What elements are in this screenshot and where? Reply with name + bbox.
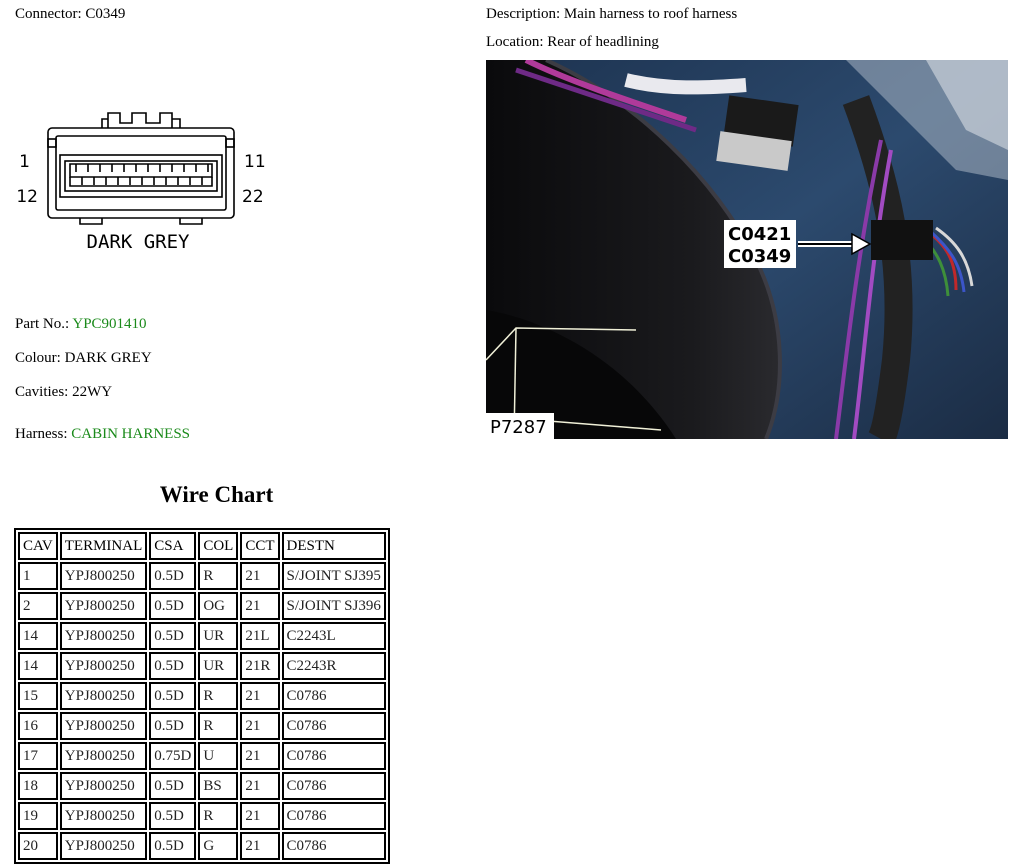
cell-terminal: YPJ800250 (60, 622, 148, 650)
cell-terminal: YPJ800250 (60, 832, 148, 860)
cell-cct: 21 (240, 802, 279, 830)
cell-terminal: YPJ800250 (60, 592, 148, 620)
cell-destn: C0786 (282, 712, 386, 740)
cell-csa: 0.5D (149, 652, 196, 680)
part-number-line (15, 316, 147, 333)
column-header-cct: CCT (240, 532, 279, 560)
cell-col: U (198, 742, 238, 770)
photo-reference-number: P7287 (490, 417, 547, 438)
column-header-csa: CSA (149, 532, 196, 560)
cell-col: UR (198, 622, 238, 650)
table-row (18, 682, 386, 710)
cell-destn: C0786 (282, 742, 386, 770)
table-row (18, 742, 386, 770)
cell-cav: 19 (18, 802, 58, 830)
cavities-line (15, 384, 112, 401)
cell-col: R (198, 802, 238, 830)
connector-label: Connector: (15, 6, 82, 22)
pin-number-top-right: 11 (244, 152, 266, 172)
column-header-destn: DESTN (282, 532, 386, 560)
photo-callout-connector-1: C0421 (728, 224, 792, 245)
cell-col: R (198, 562, 238, 590)
cell-terminal: YPJ800250 (60, 652, 148, 680)
connector-value: C0349 (85, 6, 126, 22)
cell-destn: C0786 (282, 832, 386, 860)
cell-cct: 21 (240, 682, 279, 710)
cell-cav: 14 (18, 652, 58, 680)
cell-destn: S/JOINT SJ395 (282, 562, 386, 590)
harness-line (15, 426, 190, 443)
cell-destn: C2243L (282, 622, 386, 650)
location-value: Rear of headlining (547, 34, 659, 50)
colour-value: DARK GREY (64, 350, 152, 366)
cell-csa: 0.5D (149, 562, 196, 590)
table-header-row (18, 532, 386, 560)
pin-number-top-left: 1 (19, 152, 30, 172)
cell-csa: 0.5D (149, 622, 196, 650)
cell-csa: 0.5D (149, 832, 196, 860)
cell-terminal: YPJ800250 (60, 742, 148, 770)
cavities-value: 22WY (72, 384, 113, 400)
cell-csa: 0.5D (149, 712, 196, 740)
cell-cct: 21R (240, 652, 279, 680)
cell-destn: S/JOINT SJ396 (282, 592, 386, 620)
cell-col: UR (198, 652, 238, 680)
table-row (18, 772, 386, 800)
location-label: Location: (486, 34, 544, 50)
wire-chart-table (14, 528, 390, 864)
cell-cav: 18 (18, 772, 58, 800)
column-header-cav: CAV (18, 532, 58, 560)
harness-link[interactable]: CABIN HARNESS (71, 426, 191, 442)
cell-terminal: YPJ800250 (60, 802, 148, 830)
part-number-label: Part No.: (15, 316, 70, 332)
table-row (18, 592, 386, 620)
cell-terminal: YPJ800250 (60, 712, 148, 740)
colour-line (15, 350, 152, 367)
pin-number-bottom-left: 12 (16, 187, 38, 207)
cell-terminal: YPJ800250 (60, 772, 148, 800)
colour-label: Colour: (15, 350, 61, 366)
cell-col: R (198, 712, 238, 740)
column-header-col: COL (198, 532, 238, 560)
cell-cav: 17 (18, 742, 58, 770)
pin-number-bottom-right: 22 (242, 187, 264, 207)
connector-line (15, 6, 125, 23)
cell-destn: C0786 (282, 682, 386, 710)
connector-colour-caption: DARK GREY (86, 231, 190, 253)
table-row (18, 802, 386, 830)
cell-col: G (198, 832, 238, 860)
table-row (18, 712, 386, 740)
cell-cav: 2 (18, 592, 58, 620)
cell-cct: 21L (240, 622, 279, 650)
photo-callout-connector-2: C0349 (728, 246, 792, 267)
cell-cav: 16 (18, 712, 58, 740)
cell-col: OG (198, 592, 238, 620)
cell-cct: 21 (240, 592, 279, 620)
table-row (18, 622, 386, 650)
cell-destn: C2243R (282, 652, 386, 680)
cell-cav: 20 (18, 832, 58, 860)
cell-destn: C0786 (282, 772, 386, 800)
cell-csa: 0.5D (149, 682, 196, 710)
description-line (486, 6, 737, 23)
cell-cct: 21 (240, 772, 279, 800)
cell-col: R (198, 682, 238, 710)
description-label: Description: (486, 6, 561, 22)
cavities-label: Cavities: (15, 384, 69, 400)
cell-csa: 0.5D (149, 592, 196, 620)
cell-terminal: YPJ800250 (60, 682, 148, 710)
location-line (486, 34, 659, 51)
wire-chart-title: Wire Chart (159, 482, 274, 507)
cell-csa: 0.75D (149, 742, 196, 770)
cell-csa: 0.5D (149, 772, 196, 800)
cell-cav: 1 (18, 562, 58, 590)
cell-destn: C0786 (282, 802, 386, 830)
cell-cct: 21 (240, 712, 279, 740)
part-number-link[interactable]: YPC901410 (72, 316, 147, 332)
table-row (18, 832, 386, 860)
harness-label: Harness: (15, 426, 68, 442)
cell-cav: 15 (18, 682, 58, 710)
table-row (18, 562, 386, 590)
location-photo (486, 60, 1008, 439)
cell-terminal: YPJ800250 (60, 562, 148, 590)
column-header-terminal: TERMINAL (60, 532, 148, 560)
location-photo-illustration (486, 60, 1008, 439)
cell-cct: 21 (240, 742, 279, 770)
connector-face-diagram (10, 105, 280, 265)
cell-cct: 21 (240, 562, 279, 590)
description-value: Main harness to roof harness (563, 6, 738, 22)
cell-cav: 14 (18, 622, 58, 650)
cell-col: BS (198, 772, 238, 800)
cell-csa: 0.5D (149, 802, 196, 830)
cell-cct: 21 (240, 832, 279, 860)
table-row (18, 652, 386, 680)
